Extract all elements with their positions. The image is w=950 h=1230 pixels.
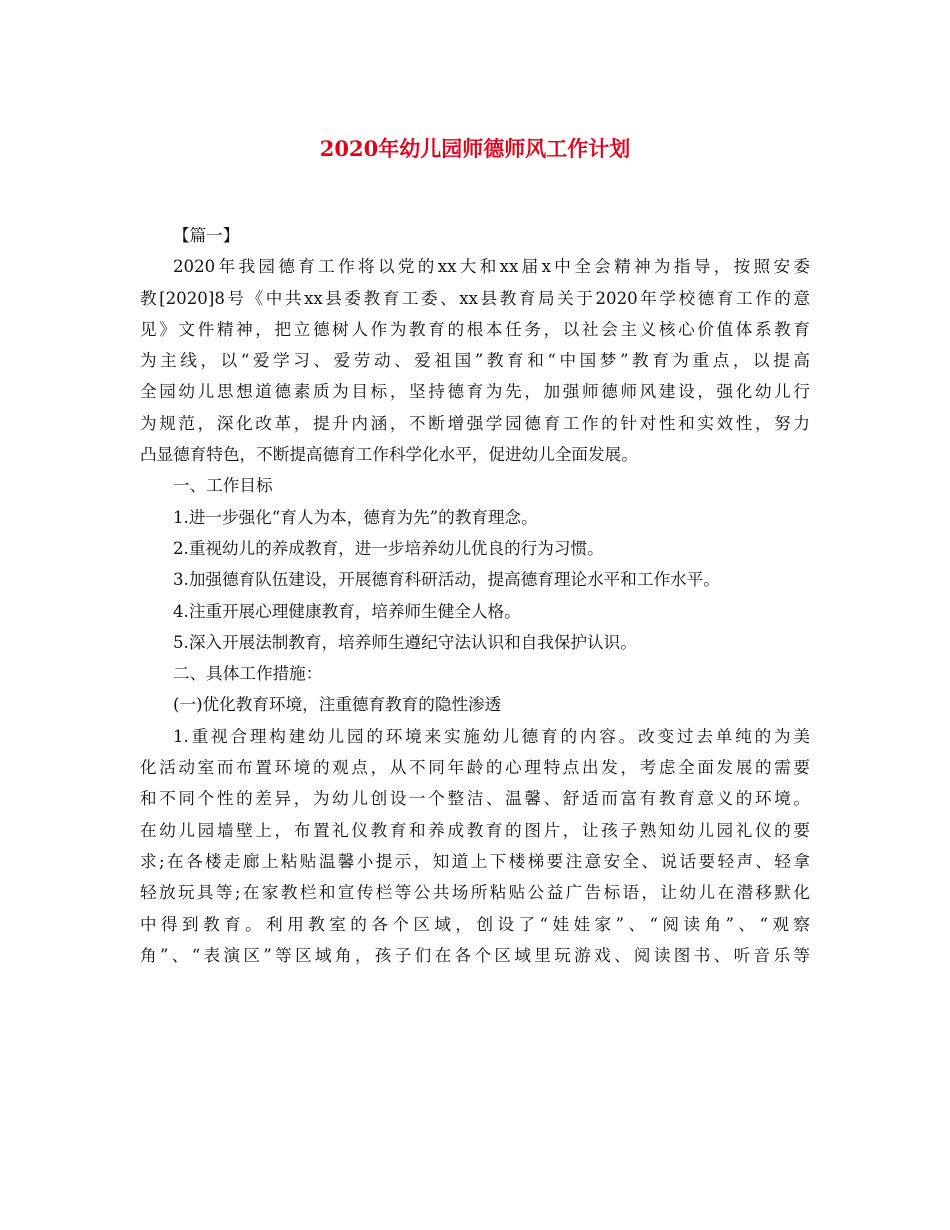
paragraph-line: 凸显德育特色，不断提高德育工作科学化水平，促进幼儿全面发展。 (140, 445, 638, 465)
section-heading: 二、具体工作措施： (173, 664, 323, 684)
paragraph-line: 见》文件精神，把立德树人作为教育的根本任务，以社会主义核心价值体系教育 (140, 319, 810, 339)
paragraph-line: 求;在各楼走廊上粘贴温馨小提示，知道上下楼梯要注意安全、说话要轻声、轻拿 (140, 851, 810, 871)
subsection-heading: (一)优化教育环境，注重德育教育的隐性渗透 (173, 695, 502, 715)
paragraph-line: 在幼儿园墙壁上，布置礼仪教育和养成教育的图片，让孩子熟知幼儿园礼仪的要 (140, 820, 810, 840)
paragraph-line: 2020年我园德育工作将以党的xx大和xx届x中全会精神为指导，按照安委 (173, 257, 810, 277)
paragraph-line: 中得到教育。利用教室的各个区域，创设了“娃娃家”、“阅读角”、“观察 (140, 914, 810, 934)
list-item: 4.注重开展心理健康教育，培养师生健全人格。 (173, 601, 521, 621)
document-body (140, 220, 810, 971)
document-title: 2020年幼儿园师德师风工作计划 (319, 136, 631, 161)
section-heading-part-one: 【篇一】 (173, 226, 240, 245)
paragraph-line: 为规范，深化改革，提升内涵，不断增强学园德育工作的针对性和实效性，努力 (140, 413, 810, 433)
paragraph-line: 为主线，以“爱学习、爱劳动、爱祖国”教育和“中国梦”教育为重点，以提高 (140, 351, 810, 371)
paragraph-line: 化活动室而布置环境的观点，从不同年龄的心理特点出发，考虑全面发展的需要 (140, 758, 810, 778)
list-item: 3.加强德育队伍建设，开展德育科研活动，提高德育理论水平和工作水平。 (173, 570, 720, 590)
paragraph-line: 和不同个性的差异，为幼儿创设一个整洁、温馨、舒适而富有教育意义的环境。 (140, 789, 810, 809)
paragraph-line: 全园幼儿思想道德素质为目标，坚持德育为先，加强师德师风建设，强化幼儿行 (140, 382, 810, 402)
paragraph-line: 教[2020]8号《中共xx县委教育工委、xx县教育局关于2020年学校德育工作的意 (140, 288, 810, 308)
list-item: 5.深入开展法制教育，培养师生遵纪守法认识和自我保护认识。 (173, 632, 637, 652)
list-item: 2.重视幼儿的养成教育，进一步培养幼儿优良的行为习惯。 (173, 538, 604, 558)
section-heading: 一、工作目标 (173, 476, 273, 496)
paragraph-line: 角”、“表演区”等区域角，孩子们在各个区域里玩游戏、阅读图书、听音乐等 (140, 945, 810, 965)
paragraph-line: 轻放玩具等;在家教栏和宣传栏等公共场所粘贴公益广告标语，让幼儿在潜移默化 (140, 883, 810, 903)
paragraph-line: 1.重视合理构建幼儿园的环境来实施幼儿德育的内容。改变过去单纯的为美 (173, 726, 810, 746)
list-item: 1.进一步强化“育人为本，德育为先”的教育理念。 (173, 507, 538, 527)
